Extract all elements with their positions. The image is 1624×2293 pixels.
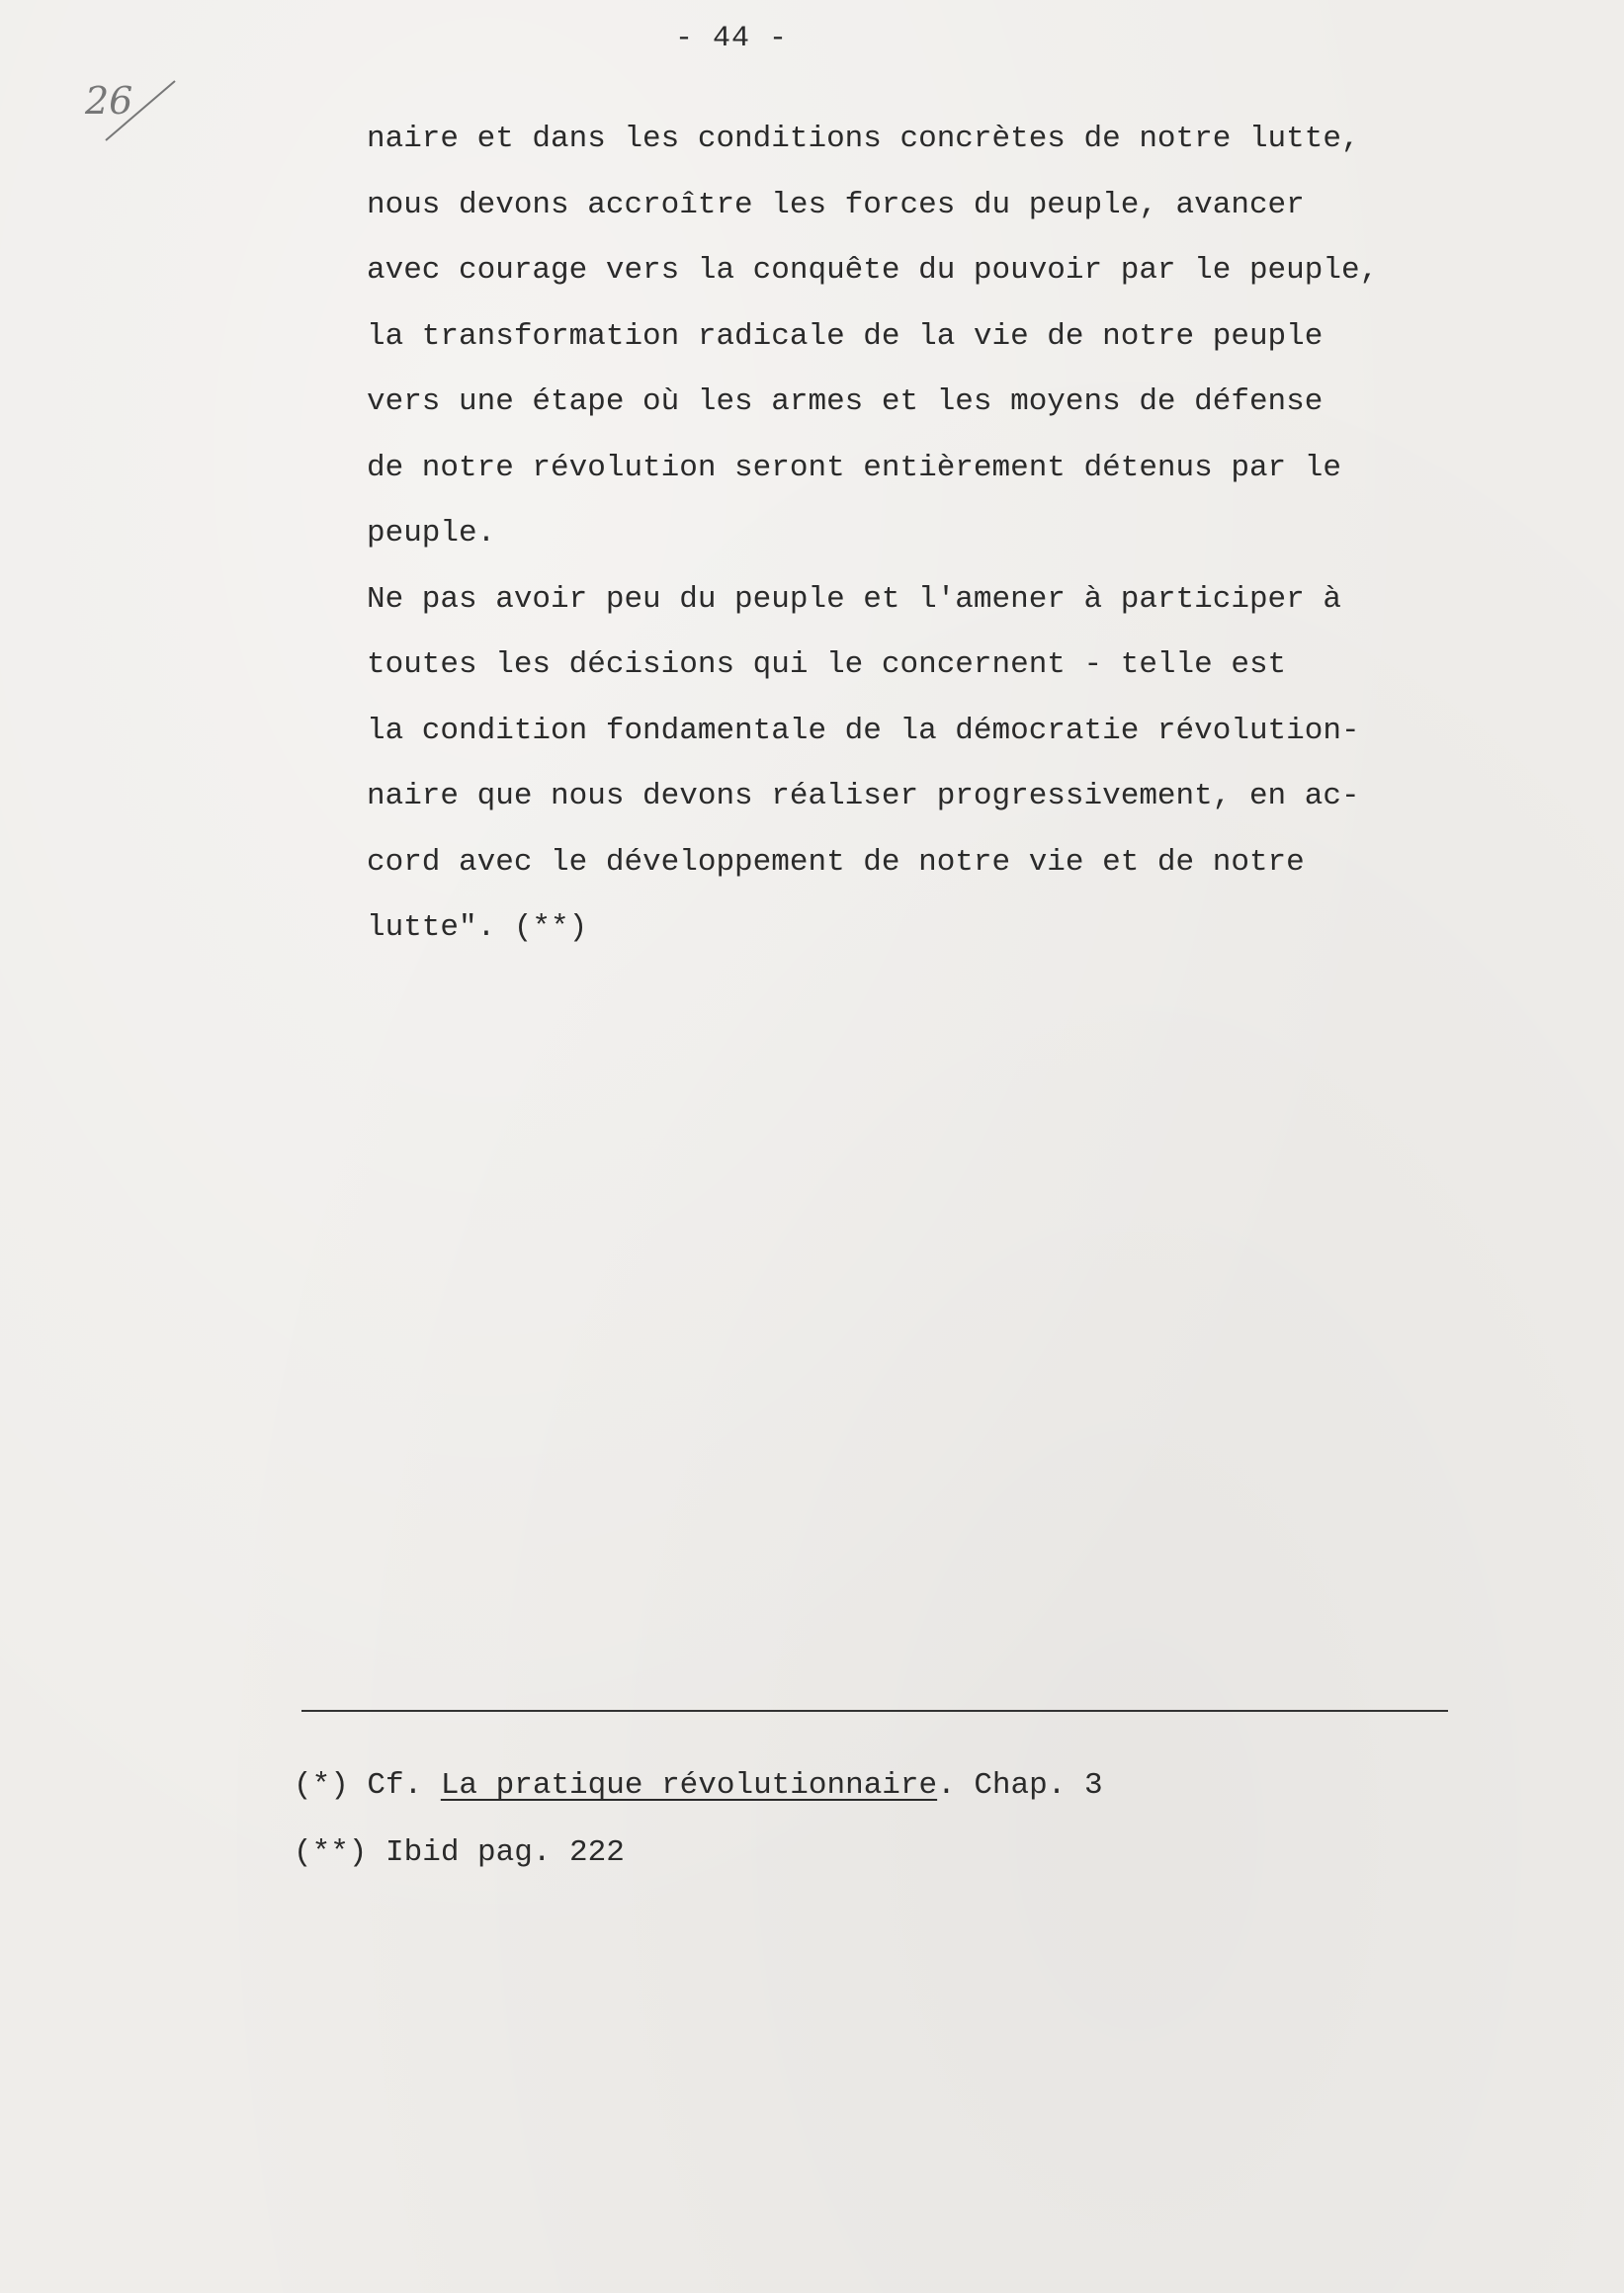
footnote-suffix: . Chap. 3 [937, 1768, 1103, 1803]
footnote-marker: (*) [294, 1768, 349, 1803]
footnote-2 [294, 1828, 1480, 1896]
slash-mark-icon [81, 71, 190, 160]
body-line: lutte". (**) [367, 910, 588, 945]
footnotes [294, 1761, 1480, 1896]
body-text [367, 115, 1454, 970]
body-line: peuple. [367, 516, 496, 551]
body-line: naire et dans les conditions concrètes de notre lutte, [367, 122, 1360, 156]
body-line: la transformation radicale de la vie de notre peuple [367, 318, 1324, 354]
body-line: vers une étape où les armes et les moyens de défense [367, 384, 1324, 419]
body-line: avec courage vers la conquête du pouvoir par le peuple, [367, 253, 1379, 288]
page-number: - 44 - [674, 22, 789, 55]
body-line: de notre révolution seront entièrement détenus par le [367, 450, 1341, 485]
body-line: la condition fondamentale de la démocratie révolution- [367, 713, 1360, 748]
footnote-1 [294, 1761, 1480, 1828]
body-line: cord avec le développement de notre vie et de notre [367, 844, 1305, 880]
body-line: naire que nous devons réaliser progressivement, en ac- [367, 779, 1360, 813]
footnote-divider [301, 1710, 1448, 1712]
footnote-text: Ibid pag. 222 [367, 1835, 625, 1870]
footnote-prefix: Cf. [348, 1768, 441, 1803]
footnote-book-title: La pratique révolutionnaire [440, 1768, 938, 1803]
handwritten-margin-mark [81, 71, 190, 160]
body-line: nous devons accroître les forces du peuple, avancer [367, 187, 1305, 222]
margin-mark-text: 26 [85, 79, 133, 123]
body-line: toutes les décisions qui le concernent - telle est [367, 647, 1287, 682]
body-line: Ne pas avoir peu du peuple et l'amener à participer à [367, 581, 1341, 617]
footnote-marker: (**) [294, 1835, 368, 1870]
